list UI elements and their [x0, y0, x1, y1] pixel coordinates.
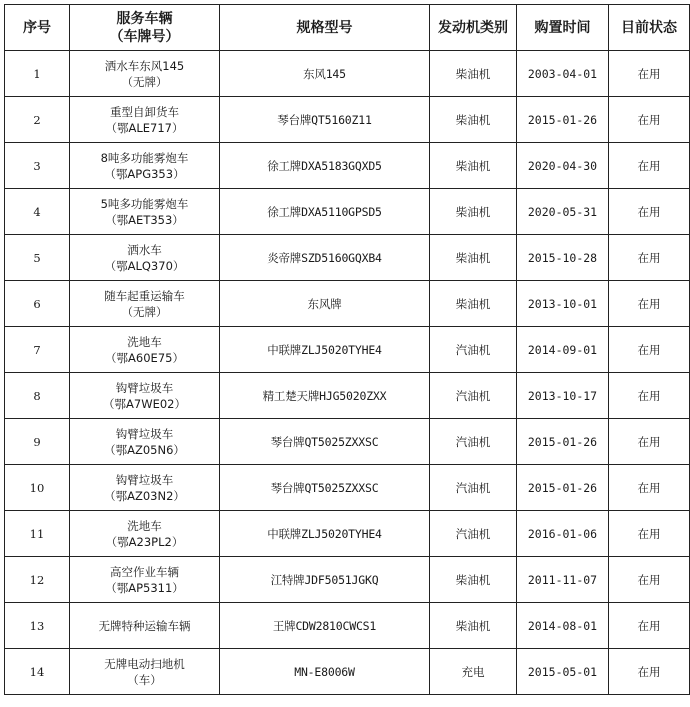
- header-row: [5, 5, 690, 51]
- vehicle-name: 重型自卸货车: [110, 104, 179, 119]
- cell-vehicle: [70, 465, 220, 511]
- cell-status: 在用: [609, 419, 690, 465]
- cell-vehicle: [70, 189, 220, 235]
- cell-engine: 柴油机: [430, 281, 517, 327]
- cell-purchase-date: 2015-10-28: [517, 235, 609, 281]
- vehicle-plate: （无牌）: [121, 304, 168, 319]
- vehicle-plate: （鄂A7WE02）: [103, 396, 186, 411]
- vehicle-plate: （鄂APG353）: [104, 166, 185, 181]
- cell-purchase-date: 2016-01-06: [517, 511, 609, 557]
- header-vehicle-line2: （车牌号）: [109, 28, 180, 45]
- cell-model: MN-E8006W: [220, 649, 430, 695]
- cell-engine: 汽油机: [430, 465, 517, 511]
- header-status: 目前状态: [609, 5, 690, 51]
- vehicle-name: 洗地车: [127, 334, 162, 349]
- cell-vehicle: [70, 327, 220, 373]
- table-header: [5, 5, 690, 51]
- cell-status: 在用: [609, 143, 690, 189]
- cell-index: 1: [5, 51, 70, 97]
- vehicle-plate: （鄂A60E75）: [105, 350, 184, 365]
- vehicle-plate: （车）: [127, 672, 162, 687]
- vehicle-name: 洒水车东风145: [104, 58, 185, 73]
- cell-status: 在用: [609, 373, 690, 419]
- cell-status: 在用: [609, 511, 690, 557]
- table-row: [5, 419, 690, 465]
- table-row: [5, 465, 690, 511]
- vehicle-plate: （鄂ALE717）: [105, 120, 184, 135]
- cell-purchase-date: 2015-05-01: [517, 649, 609, 695]
- cell-index: 14: [5, 649, 70, 695]
- vehicle-plate: （鄂AZ05N6）: [104, 442, 185, 457]
- table-body: [5, 51, 690, 695]
- cell-purchase-date: 2015-01-26: [517, 97, 609, 143]
- cell-vehicle: [70, 281, 220, 327]
- cell-index: 10: [5, 465, 70, 511]
- cell-vehicle: [70, 235, 220, 281]
- cell-engine: 汽油机: [430, 327, 517, 373]
- table-row: [5, 373, 690, 419]
- vehicle-name: 无牌电动扫地机: [104, 656, 185, 671]
- table-row: [5, 649, 690, 695]
- cell-model: 江特牌JDF5051JGKQ: [220, 557, 430, 603]
- cell-model: 徐工牌DXA5183GQXD5: [220, 143, 430, 189]
- vehicle-name: 随车起重运输车: [104, 288, 185, 303]
- cell-status: 在用: [609, 189, 690, 235]
- cell-vehicle: [70, 557, 220, 603]
- cell-purchase-date: 2013-10-17: [517, 373, 609, 419]
- vehicle-plate: （鄂AZ03N2）: [104, 488, 185, 503]
- table-row: [5, 327, 690, 373]
- vehicle-name: 钩臂垃圾车: [115, 426, 174, 441]
- cell-purchase-date: 2013-10-01: [517, 281, 609, 327]
- cell-model: 琴台牌QT5160Z11: [220, 97, 430, 143]
- cell-status: 在用: [609, 51, 690, 97]
- table-row: [5, 603, 690, 649]
- cell-model: 东风牌: [220, 281, 430, 327]
- cell-vehicle: [70, 373, 220, 419]
- cell-status: 在用: [609, 281, 690, 327]
- cell-vehicle: [70, 51, 220, 97]
- cell-index: 5: [5, 235, 70, 281]
- cell-purchase-date: 2015-01-26: [517, 465, 609, 511]
- cell-index: 7: [5, 327, 70, 373]
- vehicle-name: 洗地车: [127, 518, 162, 533]
- table-row: [5, 281, 690, 327]
- cell-status: 在用: [609, 235, 690, 281]
- table-row: [5, 143, 690, 189]
- cell-model: 炎帝牌SZD5160GQXB4: [220, 235, 430, 281]
- header-engine: 发动机类别: [430, 5, 517, 51]
- cell-status: 在用: [609, 603, 690, 649]
- cell-engine: 柴油机: [430, 603, 517, 649]
- table-row: [5, 511, 690, 557]
- cell-purchase-date: 2014-09-01: [517, 327, 609, 373]
- cell-model: 琴台牌QT5025ZXXSC: [220, 419, 430, 465]
- header-vehicle-line1: 服务车辆: [116, 10, 173, 27]
- cell-purchase-date: 2020-05-31: [517, 189, 609, 235]
- cell-engine: 充电: [430, 649, 517, 695]
- cell-status: 在用: [609, 649, 690, 695]
- vehicle-name: 洒水车: [127, 242, 162, 257]
- cell-engine: 柴油机: [430, 235, 517, 281]
- cell-index: 13: [5, 603, 70, 649]
- cell-model: 中联牌ZLJ5020TYHE4: [220, 511, 430, 557]
- cell-index: 4: [5, 189, 70, 235]
- cell-purchase-date: 2015-01-26: [517, 419, 609, 465]
- cell-index: 8: [5, 373, 70, 419]
- table-row: [5, 557, 690, 603]
- header-index: 序号: [5, 5, 70, 51]
- vehicle-plate: （无牌）: [121, 74, 168, 89]
- cell-vehicle: [70, 419, 220, 465]
- vehicle-plate: （鄂ALQ370）: [104, 258, 185, 273]
- cell-index: 2: [5, 97, 70, 143]
- cell-purchase-date: 2020-04-30: [517, 143, 609, 189]
- vehicle-plate: （鄂AP5311）: [105, 580, 184, 595]
- cell-index: 11: [5, 511, 70, 557]
- cell-model: 琴台牌QT5025ZXXSC: [220, 465, 430, 511]
- cell-index: 12: [5, 557, 70, 603]
- cell-index: 3: [5, 143, 70, 189]
- cell-model: 王牌CDW2810CWCS1: [220, 603, 430, 649]
- cell-status: 在用: [609, 327, 690, 373]
- cell-vehicle: [70, 511, 220, 557]
- vehicle-name: 8吨多功能雾炮车: [100, 150, 189, 165]
- cell-status: 在用: [609, 465, 690, 511]
- cell-vehicle: [70, 97, 220, 143]
- vehicle-table: [4, 4, 690, 695]
- cell-index: 9: [5, 419, 70, 465]
- vehicle-plate: （鄂AET353）: [105, 212, 184, 227]
- table-row: [5, 189, 690, 235]
- header-purchase: 购置时间: [517, 5, 609, 51]
- vehicle-name: 5吨多功能雾炮车: [100, 196, 189, 211]
- cell-vehicle: [70, 649, 220, 695]
- cell-model: 徐工牌DXA5110GPSD5: [220, 189, 430, 235]
- cell-purchase-date: 2011-11-07: [517, 557, 609, 603]
- cell-engine: 柴油机: [430, 557, 517, 603]
- cell-purchase-date: 2014-08-01: [517, 603, 609, 649]
- table-row: [5, 51, 690, 97]
- cell-engine: 柴油机: [430, 143, 517, 189]
- cell-status: 在用: [609, 557, 690, 603]
- header-vehicle: [70, 5, 220, 51]
- header-model: 规格型号: [220, 5, 430, 51]
- cell-status: 在用: [609, 97, 690, 143]
- cell-engine: 汽油机: [430, 511, 517, 557]
- cell-engine: 柴油机: [430, 51, 517, 97]
- cell-model: 东风145: [220, 51, 430, 97]
- table-row: [5, 97, 690, 143]
- vehicle-plate: （鄂A23PL2）: [105, 534, 184, 549]
- vehicle-name: 钩臂垃圾车: [115, 380, 174, 395]
- cell-vehicle: [70, 603, 220, 649]
- vehicle-name: 钩臂垃圾车: [115, 472, 174, 487]
- cell-engine: 汽油机: [430, 373, 517, 419]
- cell-engine: 汽油机: [430, 419, 517, 465]
- vehicle-name: 高空作业车辆: [110, 564, 179, 579]
- table-row: [5, 235, 690, 281]
- cell-index: 6: [5, 281, 70, 327]
- cell-engine: 柴油机: [430, 189, 517, 235]
- cell-purchase-date: 2003-04-01: [517, 51, 609, 97]
- vehicle-name: 无牌特种运输车辆: [98, 618, 191, 633]
- cell-model: 中联牌ZLJ5020TYHE4: [220, 327, 430, 373]
- cell-model: 精工楚天牌HJG5020ZXX: [220, 373, 430, 419]
- cell-engine: 柴油机: [430, 97, 517, 143]
- cell-vehicle: [70, 143, 220, 189]
